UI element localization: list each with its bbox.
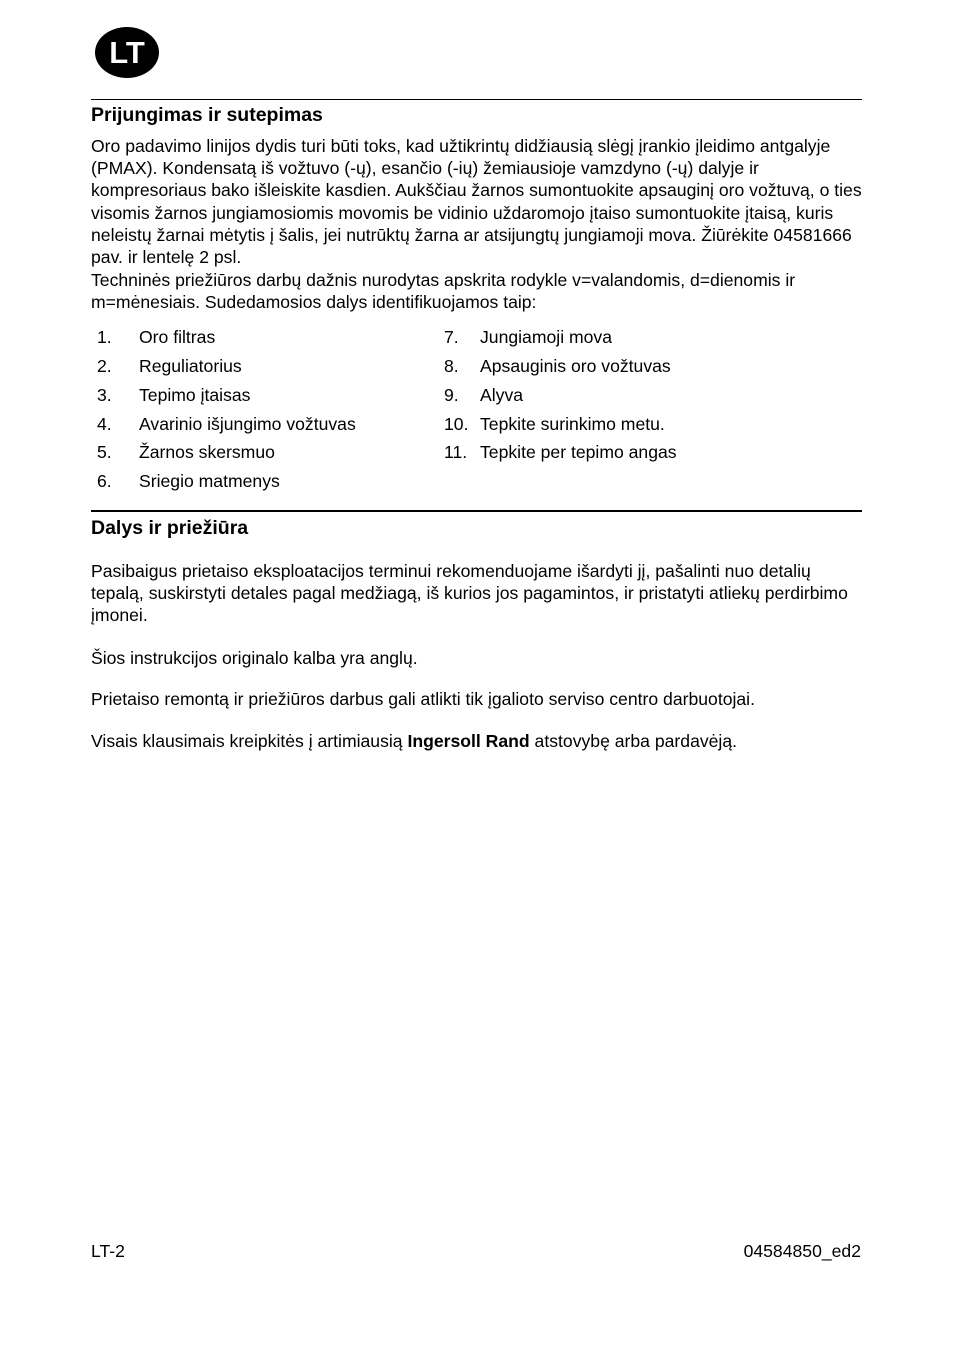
list-item-label: Alyva [480,385,524,405]
section-divider [91,510,862,512]
contact-text-start: Visais klausimais kreipkitės į artimiausią [91,731,408,751]
contact-paragraph [91,730,866,752]
list-item-number: 2. [97,356,112,376]
connection-paragraph: Oro padavimo linijos dydis turi būti toks, kad užtikrintų didžiausią slėgį įrankio įleidimo antgalyje (PMAX). Kondensatą iš vožtuvo (-ų), esančio (-ių) žemiausioje vamzdyno (-ų) dalyje ir kompresoriaus bako išleiskite kasdien. Aukščiau žarnos sumontuokite apsauginį oro vožtuvą, o ties visomis žarnos jungiamosiomis movomis be vidinio uždaromojo įtaiso sumontuokite įtaisą, kuris neleistų žarnai mėtytis į šalis, jei nutrūktų žarna ar atsijungtų jungiamoji mova. Žiūrėkite 04581666 pav. ir lentelę 2 psl. [91,136,862,268]
language-badge: LT [95,27,159,78]
service-paragraph: Prietaiso remontą ir priežiūros darbus gali atlikti tik įgalioto serviso centro darbuotojai. [91,689,755,709]
list-item-number: 5. [97,442,112,462]
list-item-number: 8. [444,356,459,376]
list-item-label: Sriegio matmenys [139,471,280,491]
list-item-label: Jungiamoji mova [480,327,613,347]
section-title-connection-lubrication: Prijungimas ir sutepimas [91,104,323,126]
list-item-label: Tepkite per tepimo angas [480,442,677,462]
list-item-number: 1. [97,327,112,347]
maintenance-interval-paragraph: Techninės priežiūros darbų dažnis nurodytas apskrita rodykle v=valandomis, d=dienomis ir m=mėnesiais. Sudedamosios dalys identifikuojamos taip: [91,270,796,313]
document-id: 04584850_ed2 [743,1241,861,1261]
section-divider [91,99,862,100]
list-item-label: Avarinio išjungimo vožtuvas [139,414,356,434]
list-item-number: 4. [97,414,112,434]
list-item-label: Oro filtras [139,327,216,347]
list-item-number: 6. [97,471,112,491]
contact-text-end: atstovybę arba pardavėją. [529,731,738,751]
brand-name: Ingersoll Rand [407,731,530,751]
list-item-number: 3. [97,385,112,405]
list-item-number: 9. [444,385,459,405]
list-item-number: 7. [444,327,459,347]
list-item-label: Apsauginis oro vožtuvas [480,356,671,376]
page-number: LT-2 [91,1241,125,1261]
list-item-label: Žarnos skersmuo [139,442,275,462]
list-item-number: 11. [444,442,468,462]
section-title-parts-maintenance: Dalys ir priežiūra [91,517,249,539]
list-item-label: Tepimo įtaisas [139,385,251,405]
original-language-paragraph: Šios instrukcijos originalo kalba yra anglų. [91,648,418,668]
list-item-label: Reguliatorius [139,356,242,376]
disposal-paragraph: Pasibaigus prietaiso eksploatacijos terminui rekomenduojame išardyti jį, pašalinti nuo detalių tepalą, suskirstyti detales pagal medžiagą, iš kurios jos pagamintos, ir pristatyti atliekų perdirbimo įmonei. [91,561,848,626]
list-item-label: Tepkite surinkimo metu. [480,414,665,434]
list-item-number: 10. [444,414,469,434]
